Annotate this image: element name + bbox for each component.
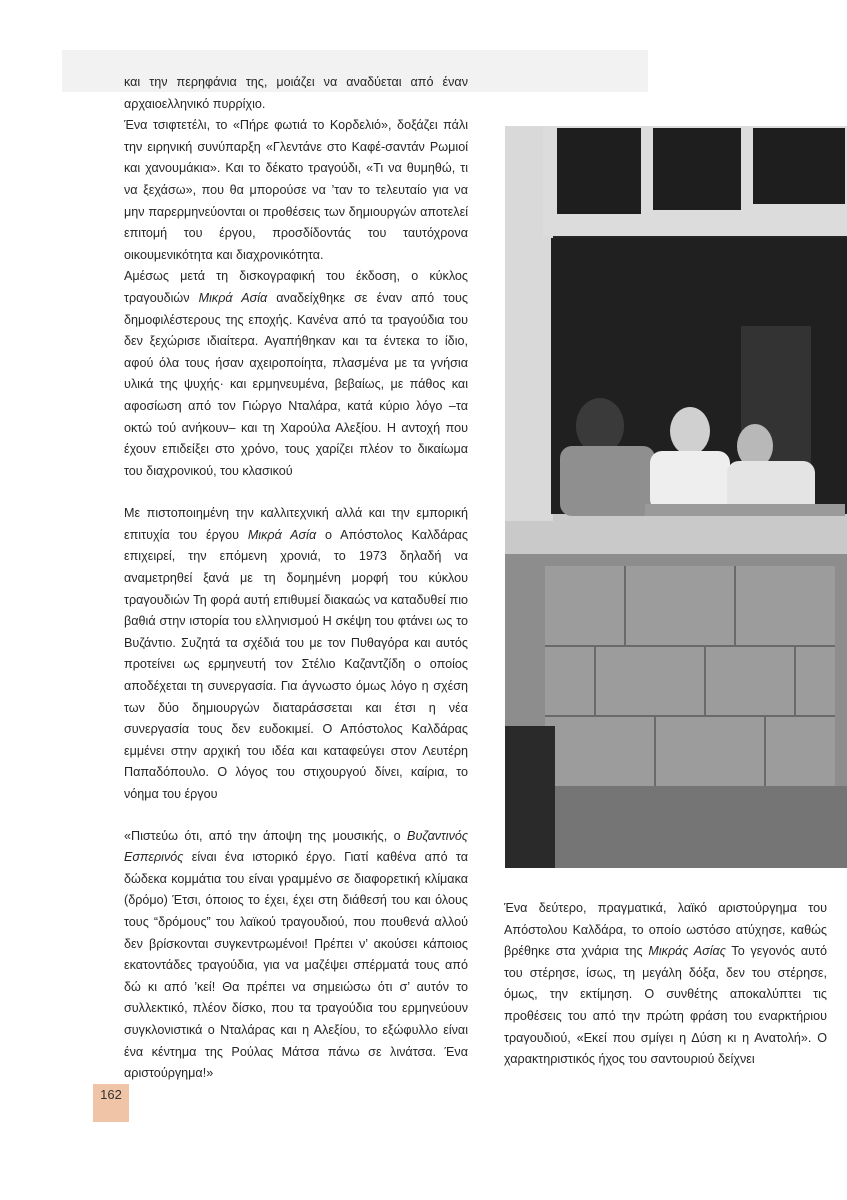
left-text-column bbox=[124, 72, 468, 1085]
paragraph-4 bbox=[124, 503, 468, 805]
right-paragraph-text-a: Ένα δεύτερο, πραγματικά, λαϊκό αριστούργημα του Απόστολου Καλδάρα, το οποίο ωστόσο ατύχησε, καθώς βρέθηκε στα χνάρια της bbox=[504, 901, 827, 959]
album-title-vyzantinos-esperinos: Βυζαντινός Εσπερινός bbox=[124, 828, 468, 865]
paragraph-3 bbox=[124, 266, 468, 482]
paragraph-4-text-b: ο Απόστολος Καλδάρας επιχειρεί, την επόμενη χρονιά, το 1973 δηλαδή να αναμετρηθεί ξανά με τη δομημένη μορφή του κύκλου τραγουδιών Τη φορά αυτή επιθυμεί διακαώς να καταδυθεί πιο βαθιά στην ιστορία του ελληνισμού Η σκέψη του φτάνει ως το Βυζάντιο. Συζητά τα σχέδιά του με τον Πυθαγόρα και αυτός προτείνει ως ερμηνευτή τον Στέλιο Καζαντζίδη ο οποίος αποδέχεται τη συνεργασία. Για άγνωστο όμως λόγο η σχέση των δύο δημιουργών διαταράσσεται και έτσι η νέα συνεργασία τους δεν ευδοκιμεί. Ο Απόστολος Καλδάρας εμμένει στην αρχική του ιδέα και καταφεύγει στον Λευτέρη Παπαδόπουλο. Ο λόγος του στιχουργού δίνει, καίρια, το νόημα του έργου bbox=[124, 527, 468, 801]
person-head-left bbox=[576, 398, 624, 454]
right-text-column bbox=[504, 898, 827, 1071]
quote-text-b: είναι ένα ιστορικό έργο. Γιατί καθένα από τα δώδεκα κομμάτια του είναι γραμμένο σε διαφορετική κλίμακα (δρόμο) Έτσι, όποιος το έχει, έχει στη διάθεσή του και όλους τους “δρόμους” του λαϊκού τραγουδιού, που πουθενά αλλού δεν βρίσκονται συγκεντρωμένοι! Πρέπει ν’ ακούσει κάποιος εκατοντάδες τραγούδια, για να μαζέψει σπέρματά τους από δώ κι από ’κεί! Θα πρέπει να σημειώσω ότι σ’ αυτόν το συλλεκτικό, πλέον δίσκο, που τα τραγούδια του ερμηνεύουν συγκλονιστικά ο Νταλάρας και η Αλεξίου, το εξώφυλλο είναι ένα κέντημα της Ρούλας Μάτσα πάνω σε λινάτσα. Ένα αριστούργημα!» bbox=[124, 850, 468, 1081]
quote-text-a: «Πιστεύω ότι, από την άποψη της μουσικής, ο bbox=[124, 828, 408, 843]
chair-foreground bbox=[505, 726, 555, 868]
person-plaid-shirt bbox=[560, 446, 655, 516]
paragraph-2: Ένα τσιφτετέλι, το «Πήρε φωτιά το Κορδελιό», δοξάζει πάλι την ειρηνική συνύπαρξη «Γλεντάνε στο Καφέ-σαντάν Ρωμιοί και χανουμάκια». Και το δέκατο τραγούδι, «Τι να θυμηθώ, τι να ξεχάσω», που θα μπορούσε να ’ταν το τελευταίο για να μην παρερμηνεύονται οι προθέσεις των δημιουργών αποτελεί επιτομή του έργου, προσδίδοντάς του ταυτόχρονα οικουμενικότητα και διαχρονικότητα. bbox=[124, 118, 468, 262]
paragraph-1: και την περηφάνια της, μοιάζει να αναδύεται από έναν αρχαιοελληνικό πυρρίχιο. bbox=[124, 75, 468, 111]
quote-paragraph bbox=[124, 826, 468, 1085]
right-paragraph-text-b: Το γεγονός αυτό του στέρησε, ίσως, τη μεγάλη δόξα, δεν του στέρησε, όμως, την εκτίμηση. Ο συνθέτης αποκαλύπτει τις προθέσεις του από την πρώτη φράση του εναρκτήριου τραγουδιού, «Εκεί που σμίγει η Δύση κι η Ανατολή». Ο χαρακτηριστικός ήχος του σαντουριού δείχνει bbox=[504, 944, 827, 1067]
album-title-mikra-asia: Μικρά Ασία bbox=[198, 290, 268, 305]
table-board bbox=[645, 504, 845, 516]
right-paragraph-1 bbox=[504, 898, 827, 1071]
window-sill bbox=[505, 514, 847, 554]
person-white-shirt bbox=[650, 451, 730, 511]
paragraph-3-text-b: αναδείχθηκε σε έναν από τους δημοφιλέστερους της εποχής. Κανένα από τα τραγούδια του δεν ξεχώρισε ιδιαίτερα. Αγαπήθηκαν και τα έντεκα το ίδιο, αφού όλα τους ήσαν αχειροποίητα, πλασμένα με τα γνήσια υλικά της ψυχής· και ερμηνευμένα, βεβαίως, με πάθος και αφοσίωση από τον Γιώργο Νταλάρα, κατά κύριο λόγο –τα οκτώ τού ανήκουν– και τη Χαρούλα Αλεξίου. Η αντοχή που έχουν επιδείξει στο χρόνο, τους χαρίζει πλέον το δικαίωμα του διαχρονικού, του κλασικού bbox=[124, 290, 468, 478]
album-title-mikra-asia-2: Μικρά Ασία bbox=[247, 527, 317, 542]
paragraph-3-text-a: Αμέσως μετά τη δισκογραφική του έκδοση, ο κύκλος τραγουδιών bbox=[124, 269, 468, 305]
paragraph-4-text-a: Με πιστοποιημένη την καλλιτεχνική αλλά και την εμπορική επιτυχία του έργου bbox=[124, 506, 468, 542]
person-head-center bbox=[670, 407, 710, 455]
album-title-mikras-asias: Μικράς Ασίας bbox=[648, 944, 726, 959]
photo-illustration bbox=[505, 126, 847, 868]
page-number: 162 bbox=[93, 1084, 129, 1122]
black-white-photo bbox=[505, 126, 847, 868]
stone-blocks bbox=[545, 566, 835, 786]
